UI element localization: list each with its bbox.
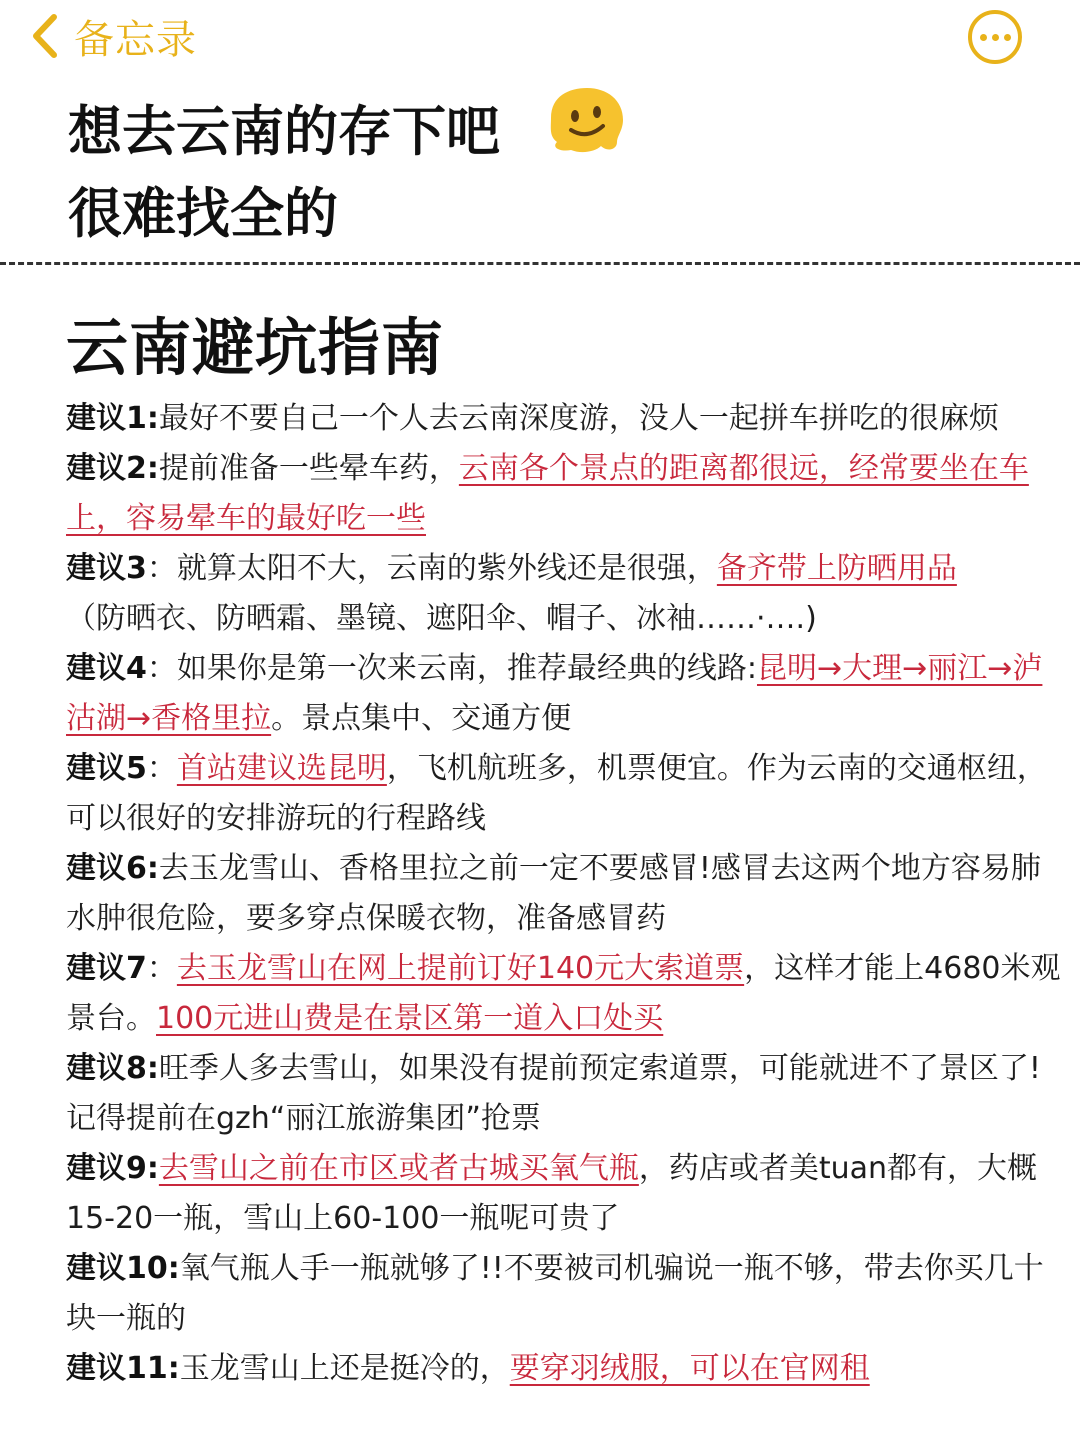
headline-line2: 很难找全的 [68,182,338,245]
tip-item: 建议4：如果你是第一次来云南，推荐最经典的线路:昆明→大理→丽江→泸沽湖→香格里拉。景点集中、交通方便 [66,651,1043,736]
note-headline [68,86,627,252]
tip-item: 建议11:玉龙雪山上还是挺冷的，要穿羽绒服，可以在官网租 [66,1351,870,1386]
back-button[interactable] [30,8,197,64]
chevron-left-icon [30,11,60,61]
more-icon[interactable] [968,10,1022,64]
back-label: 备忘录 [74,16,197,63]
melting-face-emoji [545,86,627,176]
tip-item: 建议3：就算太阳不大，云南的紫外线还是很强，备齐带上防晒用品 （防晒衣、防晒霜、墨镜、遮阳伞、帽子、冰袖……·….) [66,551,957,636]
tip-item: 建议8:旺季人多去雪山，如果没有提前预定索道票，可能就进不了景区了!记得提前在gzh“丽江旅游集团”抢票 [66,1051,1041,1136]
tip-item: 建议5：首站建议选昆明，飞机航班多，机票便宜。作为云南的交通枢纽，可以很好的安排游玩的行程路线 [66,751,1047,836]
tip-item: 建议10:氧气瓶人手一瓶就够了!!不要被司机骗说一瓶不够，带去你买几十块一瓶的 [66,1251,1044,1336]
headline-line1: 想去云南的存下吧 [68,100,500,163]
nav-bar [0,0,1080,78]
tip-item: 建议7：去玉龙雪山在网上提前订好140元大索道票，这样才能上4680米观景台。100元进山费是在景区第一道入口处买 [66,951,1061,1036]
tip-item: 建议1:最好不要自己一个人去云南深度游，没人一起拼车拼吃的很麻烦 [66,401,999,436]
section-title: 云南避坑指南 [66,311,445,384]
tips-list [66,394,1062,1394]
tip-item: 建议6:去玉龙雪山、香格里拉之前一定不要感冒!感冒去这两个地方容易肺水肿很危险，要多穿点保暖衣物，准备感冒药 [66,851,1041,936]
dashed-divider [0,262,1080,265]
tip-item: 建议9:去雪山之前在市区或者古城买氧气瓶，药店或者美tuan都有，大概15-20一瓶，雪山上60-100一瓶呢可贵了 [66,1151,1038,1236]
tip-item: 建议2:提前准备一些晕车药，云南各个景点的距离都很远，经常要坐在车上，容易晕车的最好吃一些 [66,451,1029,536]
